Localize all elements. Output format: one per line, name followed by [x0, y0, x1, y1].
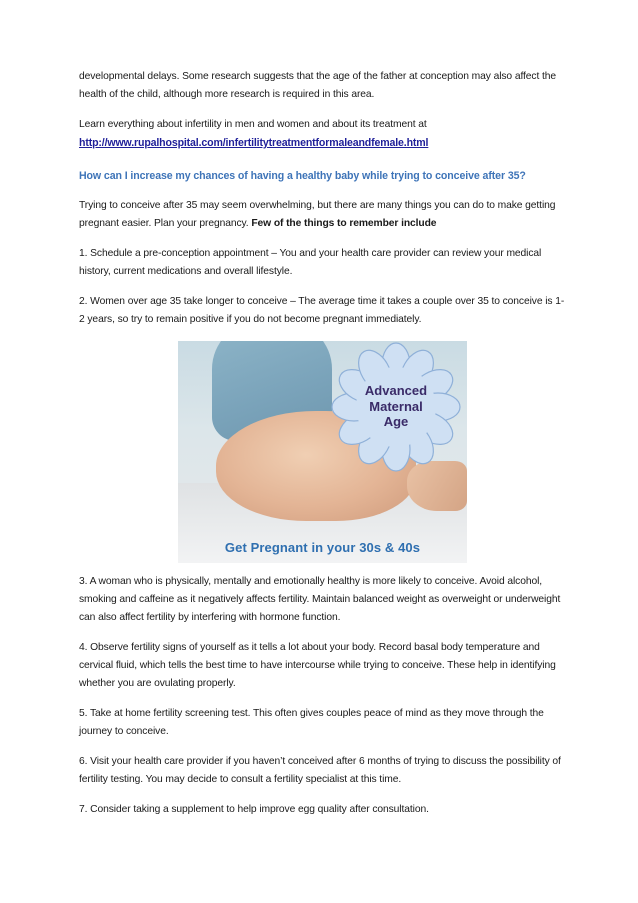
- trying-bold-text: Few of the things to remember include: [251, 218, 437, 229]
- paragraph-trying: [79, 197, 569, 233]
- flower-label: [330, 383, 462, 430]
- paragraph-intro: developmental delays. Some research suggests that the age of the father at conception may also affect the health of the child, although more research is required in this area.: [79, 71, 556, 100]
- maternal-age-image: [178, 341, 467, 563]
- image-caption: Get Pregnant in your 30s & 40s: [224, 540, 421, 555]
- list-item-2: 2. Women over age 35 take longer to conceive – The average time it takes a couple over 35 to conceive is 1-2 years, so try to remain positive if you do not become pregnant immediately.: [79, 296, 565, 325]
- list-item-3: 3. A woman who is physically, mentally and emotionally healthy is more likely to conceive. Avoid alcohol, smoking and caffeine as it negatively affects fertility. Maintain balanced weight as overweight or underweight can also affect fertility by interfering with hormone function.: [79, 576, 561, 623]
- paragraph-learn: [79, 116, 569, 153]
- hospital-link[interactable]: http://www.rupalhospital.com/infertilitytreatmentformaleandfemale.html: [79, 137, 429, 149]
- list-item-1: 1. Schedule a pre-conception appointment – You and your health care provider can review your medical history, current medications and overall lifestyle.: [79, 248, 542, 277]
- list-item-5: 5. Take at home fertility screening test. This often gives couples peace of mind as they move through the journey to conceive.: [79, 708, 544, 737]
- list-item-4: 4. Observe fertility signs of yourself as it tells a lot about your body. Record basal body temperature and cervical fluid, which tells the best time to have intercourse while trying to conceive. These help in identifying whether you are ovulating properly.: [79, 642, 556, 689]
- learn-text: Learn everything about infertility in men and women and about its treatment at: [79, 119, 427, 130]
- list-item-6: 6. Visit your health care provider if you haven’t conceived after 6 months of trying to discuss the possibility of fertility testing. You may decide to consult a fertility specialist at this time.: [79, 756, 561, 785]
- document-body: [79, 68, 569, 831]
- list-item-7: 7. Consider taking a supplement to help improve egg quality after consultation.: [79, 804, 429, 815]
- flower-line-2: Maternal: [369, 398, 423, 414]
- flower-line-1: Advanced: [364, 383, 428, 398]
- flower-line-3: Age: [383, 414, 409, 429]
- trying-text: Trying to conceive after 35 may seem overwhelming, but there are many things you can do to make getting pregnant easier. Plan your pregnancy.: [79, 200, 556, 229]
- section-heading: How can I increase my chances of having a healthy baby while trying to conceive after 35?: [79, 170, 526, 182]
